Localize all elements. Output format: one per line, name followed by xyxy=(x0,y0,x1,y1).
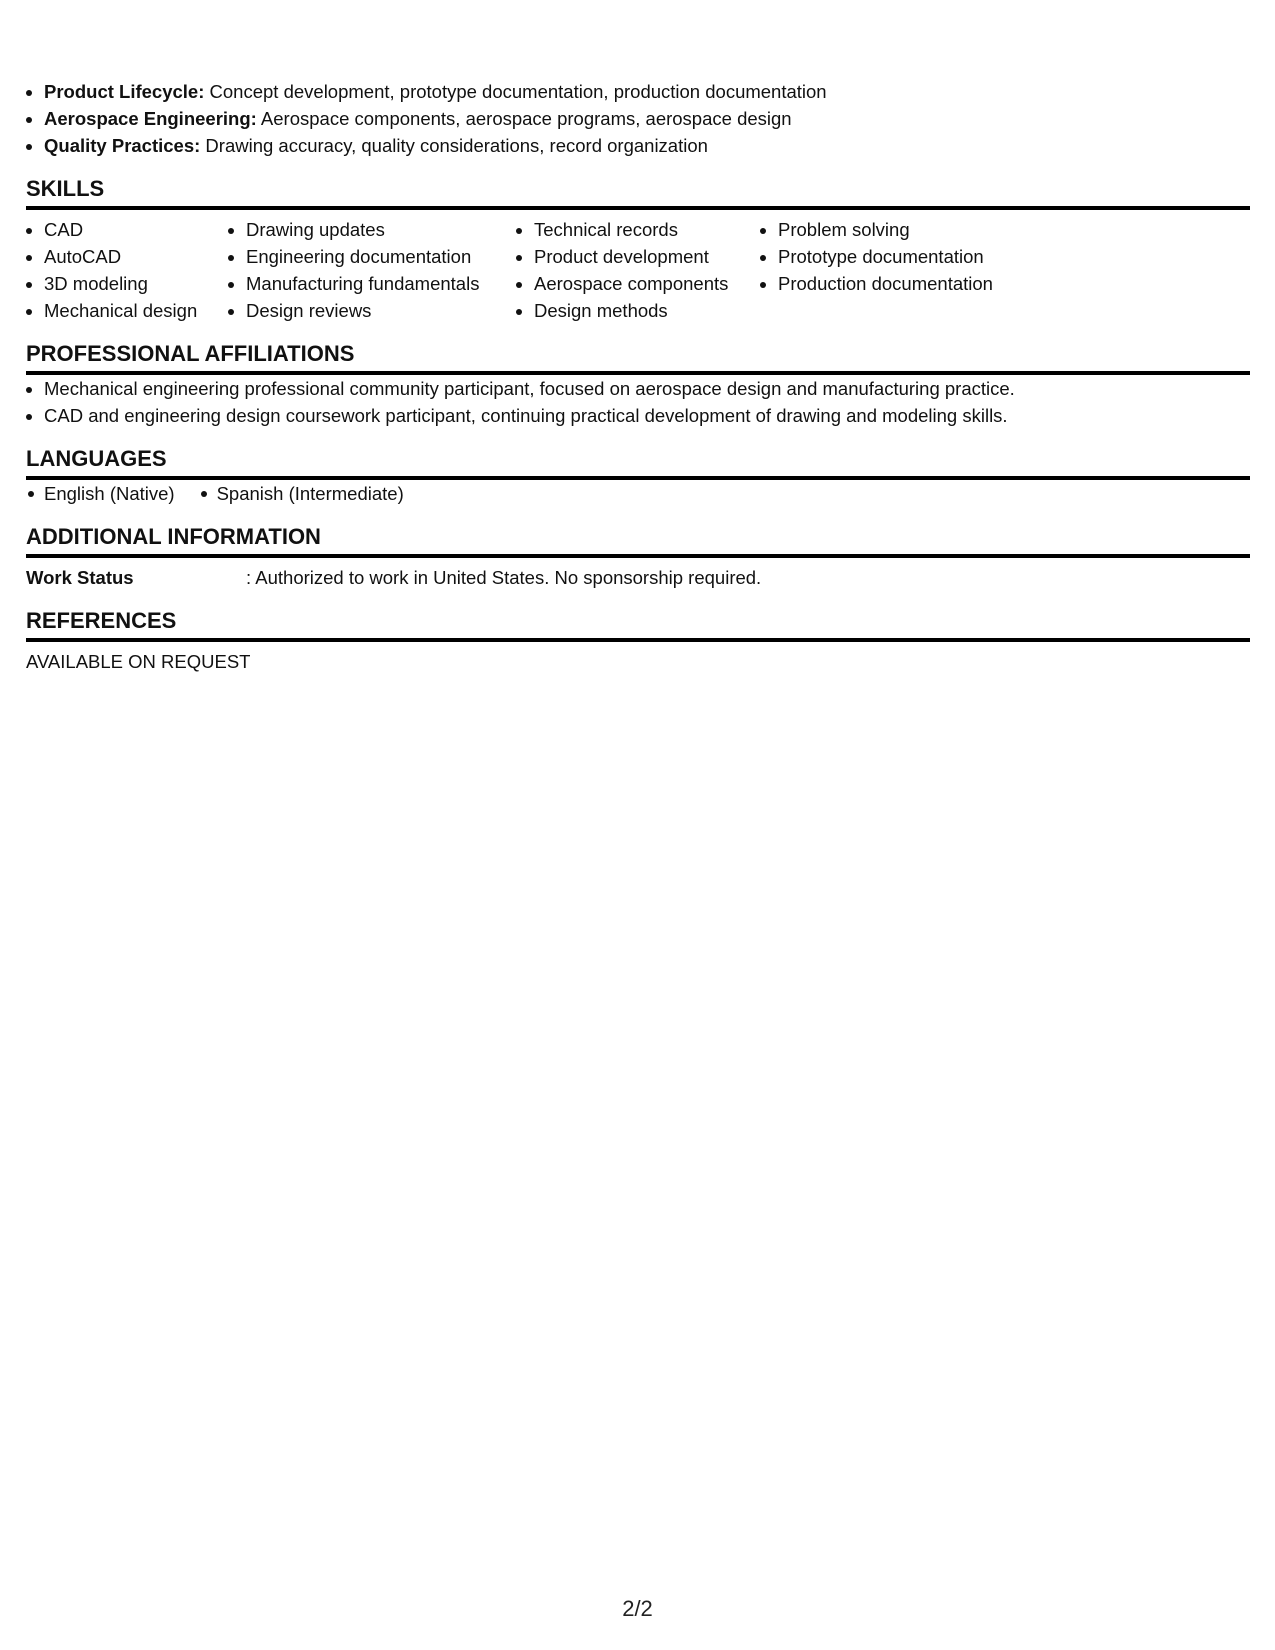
skill-item: • Aerospace components xyxy=(534,270,760,297)
affiliation-item: • CAD and engineering design coursework participant, continuing practical development of drawing and modeling skills. xyxy=(44,402,1250,429)
page-number: 2/2 xyxy=(622,1596,653,1621)
affiliation-item: • Mechanical engineering professional community participant, focused on aerospace design and manufacturing practice. xyxy=(44,375,1250,402)
affiliations-heading: PROFESSIONAL AFFILIATIONS xyxy=(26,340,1250,375)
skill-item: • Engineering documentation xyxy=(246,243,516,270)
skill-item: • Mechanical design xyxy=(44,297,228,324)
work-status-label: Work Status xyxy=(26,567,134,588)
skill-item: • CAD xyxy=(44,216,228,243)
skills-heading: SKILLS xyxy=(26,175,1250,210)
skill-item: • Design methods xyxy=(534,297,760,324)
work-status-row xyxy=(26,564,1250,591)
additional-info-heading: ADDITIONAL INFORMATION xyxy=(26,523,1250,558)
skills-column xyxy=(228,216,516,324)
expertise-text: Aerospace components, aerospace programs, aerospace design xyxy=(256,108,792,129)
skill-item: • Drawing updates xyxy=(246,216,516,243)
expertise-list xyxy=(26,78,1250,159)
list-item xyxy=(44,105,1250,132)
skill-item: • Prototype documentation xyxy=(778,243,1058,270)
references-text: AVAILABLE ON REQUEST xyxy=(26,651,251,672)
expertise-label: Product Lifecycle: xyxy=(44,81,205,102)
expertise-text: Drawing accuracy, quality considerations, record organization xyxy=(200,135,708,156)
skill-item: • Manufacturing fundamentals xyxy=(246,270,516,297)
languages-list xyxy=(26,480,1250,507)
skill-item: • 3D modeling xyxy=(44,270,228,297)
list-item xyxy=(44,78,1250,105)
list-item xyxy=(44,132,1250,159)
affiliations-list xyxy=(26,375,1250,429)
skill-item: • Problem solving xyxy=(778,216,1058,243)
expertise-label: Quality Practices: xyxy=(44,135,201,156)
languages-heading: LANGUAGES xyxy=(26,445,1250,480)
work-status-value: : Authorized to work in United States. No sponsorship required. xyxy=(246,567,762,588)
skills-grid xyxy=(26,216,1250,324)
skill-item: • Production documentation xyxy=(778,270,1058,297)
skill-item: • Design reviews xyxy=(246,297,516,324)
skills-column xyxy=(26,216,228,324)
references-heading: REFERENCES xyxy=(26,607,1250,642)
expertise-label: Aerospace Engineering: xyxy=(44,108,257,129)
resume-page xyxy=(26,78,1250,675)
skills-column xyxy=(516,216,760,324)
language-item: English (Native) xyxy=(26,480,175,507)
skill-item: • AutoCAD xyxy=(44,243,228,270)
skill-item: • Product development xyxy=(534,243,760,270)
expertise-text: Concept development, prototype documentation, production documentation xyxy=(204,81,827,102)
language-item: Spanish (Intermediate) xyxy=(199,480,404,507)
skills-column xyxy=(760,216,1058,324)
skill-item: • Technical records xyxy=(534,216,760,243)
